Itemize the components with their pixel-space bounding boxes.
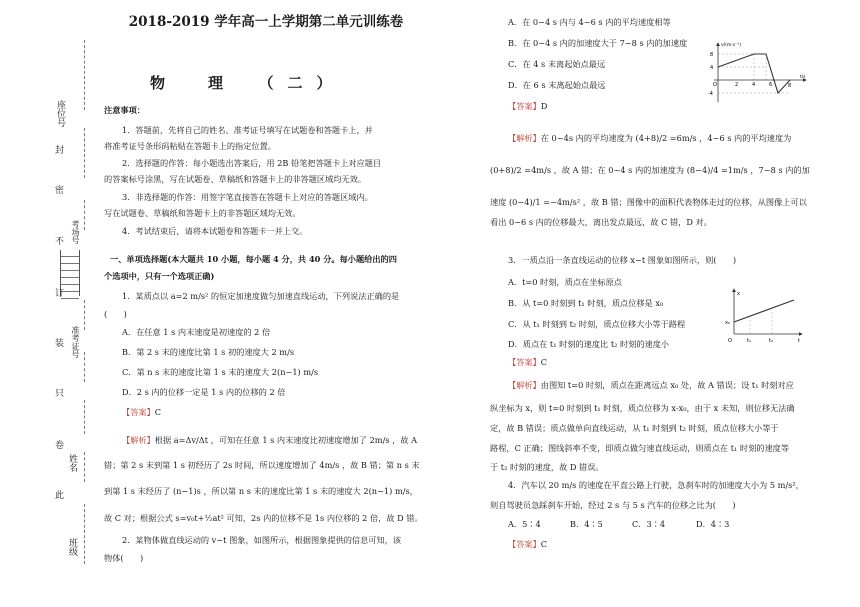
notice-line: 2．选择题的作答：每小题选出答案后，用 2B 铅笔把答题卡上对应题目 [122, 158, 382, 168]
q1-stem: 1．某质点以 a=2 m/s² 的恒定加速度做匀加速直线运动，下列说法正确的是 [122, 291, 400, 301]
xt-ylabel: x [737, 291, 740, 297]
answer-value: C [540, 539, 548, 549]
answer-tag: 【答案】 [122, 407, 155, 417]
notice-line: 4．考试结束后，请将本试题卷和答题卡一并上交。 [122, 226, 308, 236]
xt-origin: O [728, 338, 732, 344]
binding-sidebar [0, 0, 100, 607]
q4-stem: 则自驾驶员急踩刹车开始，经过 2 s 与 5 s 汽车的位移之比为( ) [490, 500, 736, 510]
analysis-line: 在 0~4s 内的平均速度为 (4+8)/2 =6m/s ，4~6 s 内的平均速度为 [540, 133, 792, 143]
seal-char-zhi: 只 [53, 388, 63, 397]
q1-option-c: C．第 n s 末的速度比第 1 s 末的速度大 2(n−1) m/s [122, 367, 319, 377]
xt-graph [722, 286, 808, 346]
xt-t1: t₁ [747, 338, 751, 344]
q2-analysis-line: (0+8)/2 =4m/s ，故 A 错；在 0~4 s 内的加速度为 (8−4)/4 =1m/s ，7~8 s 内的加 [490, 165, 810, 175]
analysis-line: 根据 a=Δv/Δt ，可知在任意 1 s 内末速度比初速度增加了 2m/s ，故 A [154, 435, 418, 445]
vt-tick-neg4: -4 [708, 91, 713, 97]
analysis-tag: 【解析】 [508, 380, 541, 390]
q3-analysis-line: 路程，C 正确；图线斜率不变，即质点做匀速直线运动，则质点在 t₁ 时刻的速度等 [490, 443, 790, 453]
vt-tick-8x: 8 [788, 83, 792, 89]
xt-x0: x₀ [725, 320, 730, 326]
q3-analysis [508, 379, 794, 391]
q1-stem: ( ) [104, 309, 127, 319]
seal-char-zhuang: 装 [53, 338, 63, 347]
q1-analysis-line: 故 C 对；根据公式 s=v₀t+½at² 可知，2s 内的位移不是 1s 内位移的 2 倍，故 D 错。 [104, 513, 423, 523]
answer-value: C [540, 357, 548, 367]
q4-option-d: D．4∶3 [696, 519, 730, 529]
seat-label: 座位号 [55, 100, 65, 127]
analysis-tag: 【解析】 [508, 133, 541, 143]
q2-option-c: C．在 4 s 末离起始点最远 [508, 59, 606, 69]
q3-analysis-line: 纵坐标为 x，则 t=0 时刻到 t₁ 时刻，质点位移为 x-x₀，由于 x 未知，则位移无法确 [490, 403, 795, 413]
q2-analysis-line: 速度 (0−4)/1 =−4m/s² ，故 B 错；图像中的面积代表物体走过的位移，从图像上可以 [490, 197, 807, 207]
vt-origin: O [713, 82, 717, 88]
ticket-label: 准考证号 [71, 326, 80, 358]
q2-answer [508, 100, 547, 112]
q1-option-a: A．在任意 1 s 内末速度是初速度的 2 倍 [122, 327, 271, 337]
q2-stem: 物体( ) [104, 553, 144, 563]
vt-tick-2: 2 [735, 82, 739, 88]
seal-char-feng: 封 [53, 145, 63, 154]
notice-line: 将准考证号条形码粘贴在答题卡上的指定位置。 [104, 141, 276, 151]
q2-analysis [508, 132, 791, 144]
q1-answer [122, 406, 161, 418]
q4-option-a: A．5∶4 [508, 519, 541, 529]
q3-stem: 3．一质点沿一条直线运动的位移 x−t 图象如图所示，则( ) [508, 255, 737, 265]
q4-answer [508, 538, 547, 550]
q3-analysis-line: 于 t₂ 时刻的速度，故 D 错误。 [490, 462, 604, 472]
answer-tag: 【答案】 [508, 357, 541, 367]
seal-char-ci: 此 [53, 490, 63, 499]
cut-line [84, 300, 85, 330]
q2-stem: 2．某物体做直线运动的 v−t 图象，如图所示，根据图象提供的信息可知，该 [122, 535, 402, 545]
cut-line [84, 352, 85, 382]
cut-line [84, 128, 85, 178]
cut-line [84, 200, 85, 230]
section-heading: 一、单项选择题(本大题共 10 小题，每小题 4 分，共 40 分。每小题给出的四 [110, 254, 397, 264]
seal-char-ding: 订 [53, 288, 63, 297]
notice-line: 1．答题前，先将自己的姓名、准考证号填写在试题卷和答题卡上，并 [122, 125, 373, 135]
answer-tag: 【答案】 [508, 101, 541, 111]
section-heading: 个选项中，只有一个选项正确) [104, 271, 215, 281]
subject-title: 物 理 （二） [150, 74, 346, 92]
q3-answer [508, 356, 547, 368]
cut-line [84, 452, 85, 482]
vt-tick-4: 4 [710, 65, 714, 71]
notice-line: 3．非选择题的作答：用签字笔直接答在答题卡上对应的答题区域内。 [122, 192, 373, 202]
q1-option-d: D．2 s 内的位移一定是 1 s 内的位移的 2 倍 [122, 387, 286, 397]
q3-option-d: D．质点在 t₁ 时刻的速度比 t₂ 时刻的速度小 [508, 339, 670, 349]
xt-line [734, 300, 794, 322]
class-label: 班级 [67, 538, 77, 556]
q2-option-b: B．在 0~4 s 内的加速度大于 7~8 s 内的加速度 [508, 38, 688, 48]
cut-line [84, 400, 85, 434]
seal-char-juan: 卷 [53, 440, 63, 449]
exam-title: 2018-2019 学年高一上学期第二单元训练卷 [128, 14, 404, 30]
cut-line [84, 504, 85, 564]
xt-t2: t₂ [769, 338, 773, 344]
q1-analysis-line: 错；第 2 s 末到第 1 s 初经历了 2s 时间，所以速度增加了 4m/s ，故 B 错；第 n s 末 [104, 460, 420, 470]
seal-char-mi: 密 [53, 185, 63, 194]
vt-tick-6: 6 [769, 82, 773, 88]
notice-line: 的答案标号涂黑，写在试题卷、草稿纸和答题卡上的非答题区域均无效。 [104, 174, 367, 184]
q3-option-a: A．t=0 时刻，质点在坐标原点 [508, 277, 622, 287]
exam-room-label: 考场号 [71, 220, 80, 244]
q2-option-a: A．在 0~4 s 内与 4~6 s 内的平均速度相等 [508, 17, 671, 27]
answer-value: D [540, 101, 548, 111]
vt-tick-4x: 4 [752, 82, 756, 88]
name-label: 姓名 [67, 454, 77, 472]
notice-line: 写在试题卷、草稿纸和答题卡上的非答题区域均无效。 [104, 208, 301, 218]
seal-char-bu: 不 [53, 236, 63, 245]
q2-analysis-line: 看出 0~6 s 内的位移最大，离出发点最远，故 C 错，D 对。 [490, 217, 712, 227]
vt-graph [708, 40, 810, 104]
answer-value: C [154, 407, 162, 417]
q1-analysis [122, 434, 417, 446]
analysis-line: 由图知 t=0 时刻，质点在距离远点 x₀ 处，故 A 错误；设 t₁ 时刻对应 [540, 380, 794, 390]
q2-option-d: D．在 6 s 末离起始点最远 [508, 80, 606, 90]
notice-heading: 注意事项： [104, 105, 145, 115]
answer-tag: 【答案】 [508, 539, 541, 549]
cut-line [84, 40, 85, 110]
q1-option-b: B．第 2 s 末的速度比第 1 s 初的速度大 2 m/s [122, 347, 295, 357]
vt-ylabel: v/(m·s⁻¹) [721, 43, 742, 48]
q3-option-c: C．从 t₁ 时刻到 t₂ 时刻，质点位移大小等于路程 [508, 319, 686, 329]
q3-option-b: B．从 t=0 时刻到 t₁ 时刻，质点位移是 x₀ [508, 298, 664, 308]
q4-stem: 4．汽车以 20 m/s 的速度在平直公路上行驶，急刹车时的加速度大小为 5 m/s²， [508, 480, 804, 490]
vt-tick-8: 8 [710, 52, 714, 58]
q4-option-c: C．3∶4 [632, 519, 666, 529]
q1-analysis-line: 到第 1 s 末经历了 (n−1)s ，所以第 n s 末的速度比第 1 s 末的速度大 2(n−1) m/s， [104, 486, 418, 496]
q3-analysis-line: 定，故 B 错误；质点做单向直线运动，从 t₁ 时刻到 t₂ 时刻，质点位移大小等于 [490, 423, 779, 433]
q4-option-b: B．4∶5 [570, 519, 603, 529]
vt-xlabel: t/s [800, 75, 806, 80]
xt-xlabel: t [798, 338, 800, 344]
analysis-tag: 【解析】 [122, 435, 155, 445]
